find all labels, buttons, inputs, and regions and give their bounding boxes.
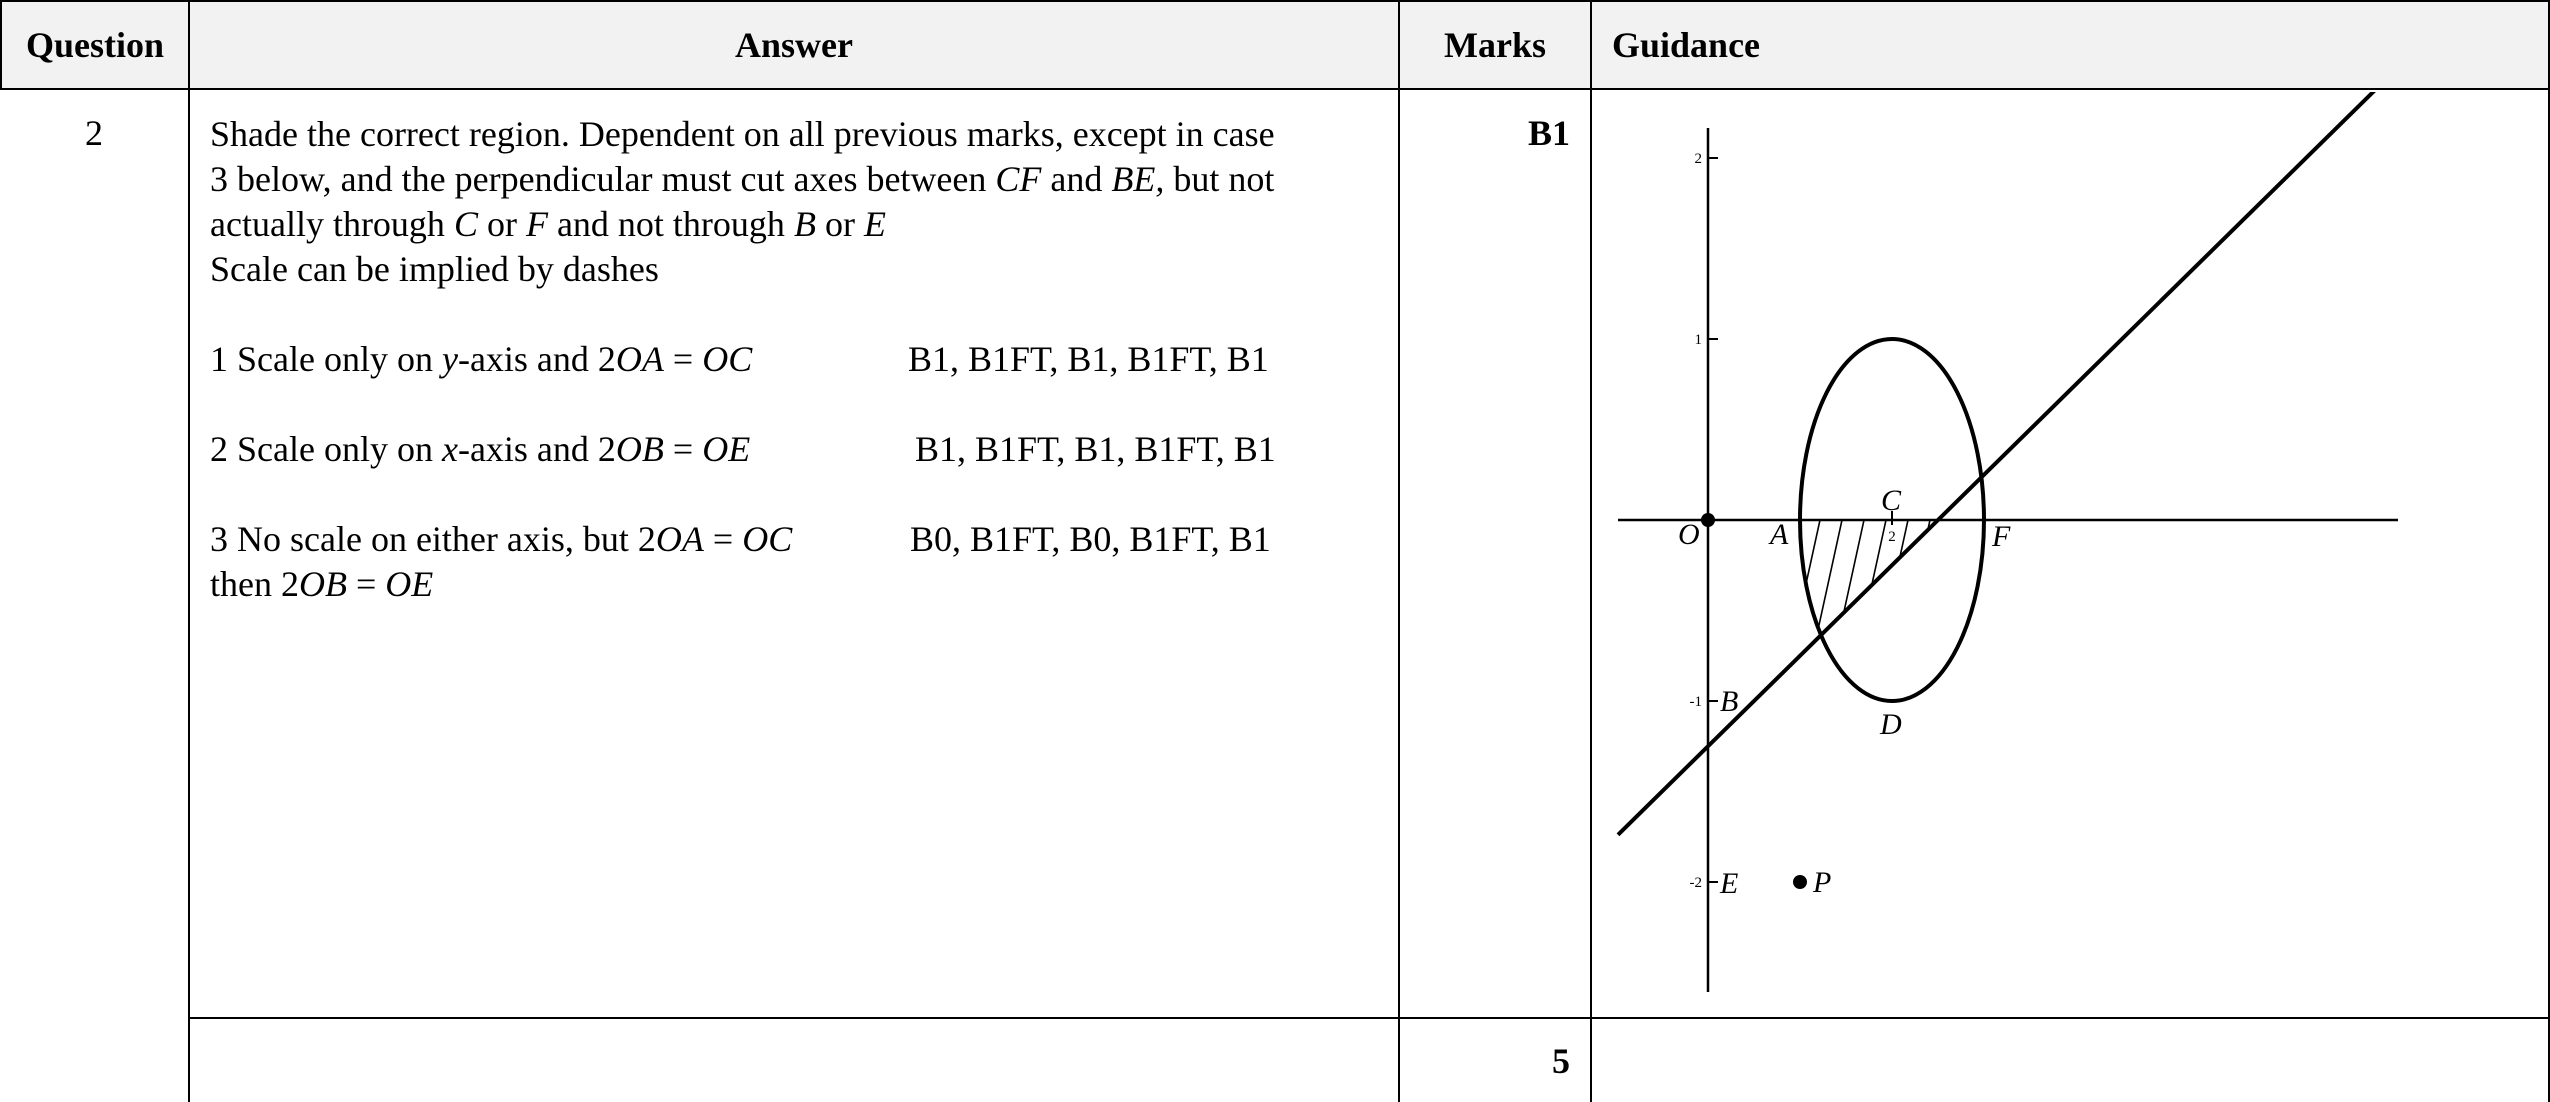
hatch-line: [2306, 392, 2376, 712]
hatch-line: [2504, 392, 2548, 712]
case-label: 3 No scale on either axis, but 2OA = OC: [210, 519, 793, 559]
answer-intro: [210, 112, 1380, 292]
hatch-line: [1954, 392, 2024, 712]
total-row-divider: [188, 1017, 2550, 1019]
header-guidance-label: Guidance: [1612, 25, 1761, 65]
answer-line: actually through C or F and not through B or E: [210, 204, 886, 244]
hatch-line: [2196, 392, 2266, 712]
hatch-line: [2350, 392, 2420, 712]
table-border-top: [0, 0, 2550, 2]
hatch-line: [2130, 392, 2200, 712]
y-tick-label: 2: [1694, 151, 1702, 167]
hatch-line: [2086, 392, 2156, 712]
column-divider-question: [188, 0, 190, 1102]
point-label-c: C: [1881, 484, 1902, 517]
guidance-diagram: [1590, 92, 2548, 1017]
header-divider: [0, 88, 2550, 90]
hatch-line: [1976, 392, 2046, 712]
point-labels: [1678, 484, 2011, 900]
point-label-o: O: [1678, 518, 1700, 551]
hatch-line: [1602, 392, 1672, 712]
case-continuation: then 2OB = OE: [210, 564, 434, 604]
case-label: 2 Scale only on x-axis and 2OB = OE: [210, 429, 751, 469]
case-row: [210, 427, 1380, 472]
hatch-line: [2262, 392, 2332, 712]
hatch-line: [2416, 392, 2486, 712]
hatch-line: [2020, 392, 2090, 712]
hatch-line: [2284, 392, 2354, 712]
header-answer-label: Answer: [735, 25, 853, 65]
shaded-region: [1590, 392, 2548, 712]
case-marks: B1, B1FT, B1, B1FT, B1: [908, 339, 1269, 379]
hatch-line: [1624, 392, 1694, 712]
header-marks: [1400, 0, 1590, 90]
answer-line: 3 below, and the perpendicular must cut axes between CF and BE, but not: [210, 159, 1275, 199]
y-tick-label: -2: [1689, 875, 1702, 891]
hatch-line: [1668, 392, 1738, 712]
hatch-line: [1646, 392, 1716, 712]
point-label-a: A: [1770, 518, 1789, 551]
x-tick-label: 2: [1888, 529, 1896, 545]
total-marks: 5: [1552, 1041, 1570, 1081]
hatch-line: [2042, 392, 2112, 712]
hatch-line: [2394, 392, 2464, 712]
origin-point: [1701, 513, 1715, 527]
hatch-line: [2218, 392, 2288, 712]
header-answer: [190, 0, 1398, 90]
table-border-left: [0, 0, 2, 90]
hatch-line: [2482, 392, 2548, 712]
case-marks: B0, B1FT, B0, B1FT, B1: [910, 519, 1271, 559]
point-label-b: B: [1720, 685, 1739, 718]
marks-value: B1: [1527, 113, 1570, 153]
point-label-d: D: [1880, 708, 1902, 741]
point-label-p: P: [1813, 866, 1832, 899]
case-row: [210, 517, 1380, 562]
hatch-line: [1910, 392, 1980, 712]
hatch-line: [1590, 392, 1606, 712]
hatch-line: [1590, 392, 1650, 712]
header-question: [2, 0, 188, 90]
y-tick-label: 1: [1694, 332, 1702, 348]
hatch-line: [2328, 392, 2398, 712]
question-number: 2: [85, 113, 103, 153]
header-question-label: Question: [25, 25, 165, 65]
hatch-line: [1712, 392, 1782, 712]
point-p: [1793, 875, 1807, 889]
answer-cases: [210, 337, 1380, 607]
hatch-line: [2152, 392, 2222, 712]
hatch-line: [1866, 392, 1936, 712]
answer-text: [210, 112, 1380, 607]
hatch-line: [2174, 392, 2244, 712]
perpendicular-line: [1618, 92, 2398, 835]
hatch-line: [1690, 392, 1760, 712]
hatch-line: [2526, 392, 2548, 712]
hatch-line: [1822, 392, 1892, 712]
case-label: 1 Scale only on y-axis and 2OA = OC: [210, 339, 753, 379]
answer-line: Shade the correct region. Dependent on all previous marks, except in case: [210, 114, 1275, 154]
hatch-line: [2064, 392, 2134, 712]
case-marks: B1, B1FT, B1, B1FT, B1: [915, 429, 1276, 469]
hatch-line: [1590, 392, 1628, 712]
y-tick-label: -1: [1689, 694, 1702, 710]
point-label-e: E: [1720, 867, 1739, 900]
hatch-line: [2438, 392, 2508, 712]
hatch-line: [2108, 392, 2178, 712]
case-row: [210, 337, 1380, 382]
header-guidance: [1592, 0, 2548, 90]
point-label-f: F: [1992, 520, 2011, 553]
hatch-line: [2460, 392, 2530, 712]
hatch-line: [2372, 392, 2442, 712]
header-marks-label: Marks: [1444, 25, 1546, 65]
column-divider-answer: [1398, 0, 1400, 1102]
hatch-line: [2240, 392, 2310, 712]
answer-line: Scale can be implied by dashes: [210, 249, 659, 289]
